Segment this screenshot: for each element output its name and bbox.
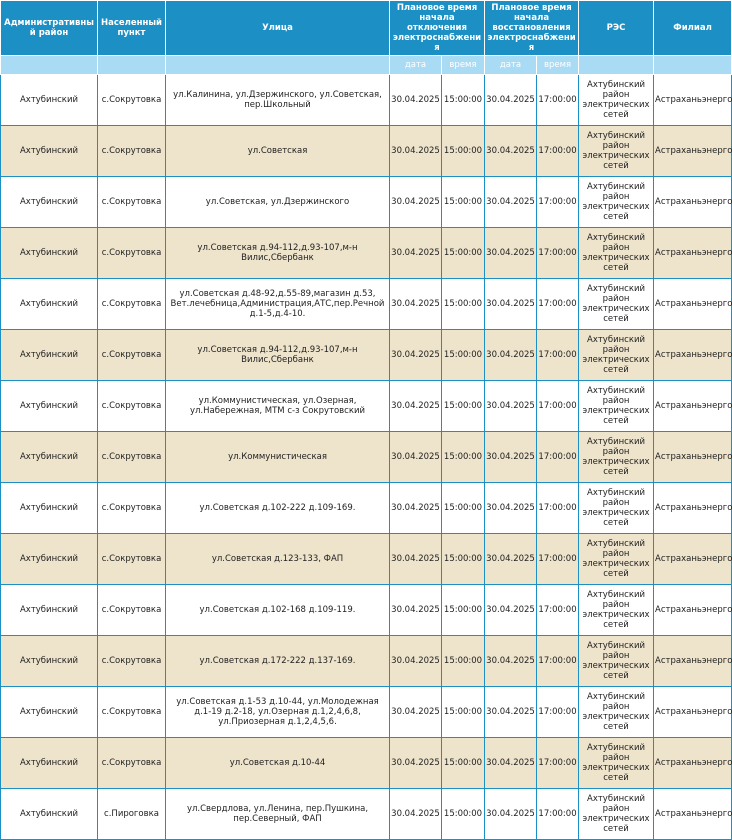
cell-on-date: 30.04.2025 [485, 75, 537, 126]
cell-on-time: 17:00:00 [537, 636, 579, 687]
table-header [1, 1, 732, 75]
cell-on-time: 17:00:00 [537, 279, 579, 330]
cell-locality: с.Сокрутовка [98, 381, 166, 432]
cell-branch: Астраханьэнерго [654, 636, 732, 687]
cell-locality: с.Сокрутовка [98, 228, 166, 279]
table-row [1, 483, 732, 534]
cell-off-time: 15:00:00 [442, 534, 485, 585]
cell-res: Ахтубинский район электрических сетей [579, 330, 654, 381]
cell-on-time: 17:00:00 [537, 177, 579, 228]
cell-district: Ахтубинский [1, 534, 98, 585]
cell-branch: Астраханьэнерго [654, 228, 732, 279]
cell-street: ул.Свердлова, ул.Ленина, пер.Пушкина, пер.Северный, ФАП [166, 789, 390, 840]
cell-district: Ахтубинский [1, 177, 98, 228]
cell-res: Ахтубинский район электрических сетей [579, 483, 654, 534]
header-outage-start: Плановое время начала отключения электроснабжения [390, 1, 485, 56]
cell-branch: Астраханьэнерго [654, 483, 732, 534]
cell-on-date: 30.04.2025 [485, 738, 537, 789]
cell-off-time: 15:00:00 [442, 483, 485, 534]
cell-district: Ахтубинский [1, 789, 98, 840]
cell-street: ул.Советская д.48-92,д.55-89,магазин д.53, Вет.лечебница,Администрация,АТС,пер.Речной д.1-5,д.4-10. [166, 279, 390, 330]
cell-on-time: 17:00:00 [537, 585, 579, 636]
cell-on-time: 17:00:00 [537, 75, 579, 126]
cell-off-time: 15:00:00 [442, 279, 485, 330]
cell-res: Ахтубинский район электрических сетей [579, 432, 654, 483]
cell-on-time: 17:00:00 [537, 228, 579, 279]
cell-on-date: 30.04.2025 [485, 279, 537, 330]
cell-street: ул.Коммунистическая, ул.Озерная, ул.Набережная, МТМ с-з Сокрутовский [166, 381, 390, 432]
cell-district: Ахтубинский [1, 585, 98, 636]
subheader-empty [579, 56, 654, 75]
subheader-empty [98, 56, 166, 75]
cell-district: Ахтубинский [1, 432, 98, 483]
cell-on-date: 30.04.2025 [485, 330, 537, 381]
cell-on-date: 30.04.2025 [485, 432, 537, 483]
cell-off-date: 30.04.2025 [390, 177, 442, 228]
cell-district: Ахтубинский [1, 687, 98, 738]
cell-on-date: 30.04.2025 [485, 636, 537, 687]
cell-locality: с.Сокрутовка [98, 483, 166, 534]
header-restore-start: Плановое время начала восстановления электроснабжения [485, 1, 579, 56]
cell-street: ул.Советская д.123-133, ФАП [166, 534, 390, 585]
table-row [1, 381, 732, 432]
cell-street: ул.Советская [166, 126, 390, 177]
cell-district: Ахтубинский [1, 75, 98, 126]
cell-off-time: 15:00:00 [442, 381, 485, 432]
cell-on-time: 17:00:00 [537, 534, 579, 585]
cell-locality: с.Пироговка [98, 789, 166, 840]
cell-branch: Астраханьэнерго [654, 75, 732, 126]
cell-res: Ахтубинский район электрических сетей [579, 177, 654, 228]
cell-off-date: 30.04.2025 [390, 585, 442, 636]
cell-locality: с.Сокрутовка [98, 330, 166, 381]
cell-res: Ахтубинский район электрических сетей [579, 636, 654, 687]
cell-off-time: 15:00:00 [442, 228, 485, 279]
cell-off-date: 30.04.2025 [390, 279, 442, 330]
cell-on-time: 17:00:00 [537, 687, 579, 738]
cell-on-time: 17:00:00 [537, 789, 579, 840]
table-row [1, 330, 732, 381]
cell-branch: Астраханьэнерго [654, 381, 732, 432]
cell-locality: с.Сокрутовка [98, 126, 166, 177]
cell-district: Ахтубинский [1, 483, 98, 534]
cell-off-date: 30.04.2025 [390, 687, 442, 738]
cell-off-date: 30.04.2025 [390, 330, 442, 381]
header-locality: Населенный пункт [98, 1, 166, 56]
cell-district: Ахтубинский [1, 381, 98, 432]
cell-off-time: 15:00:00 [442, 585, 485, 636]
cell-street: ул.Советская д.172-222 д.137-169. [166, 636, 390, 687]
table-row [1, 687, 732, 738]
cell-branch: Астраханьэнерго [654, 330, 732, 381]
cell-res: Ахтубинский район электрических сетей [579, 687, 654, 738]
cell-res: Ахтубинский район электрических сетей [579, 738, 654, 789]
cell-res: Ахтубинский район электрических сетей [579, 789, 654, 840]
subheader-on-date: дата [485, 56, 537, 75]
cell-district: Ахтубинский [1, 636, 98, 687]
cell-off-date: 30.04.2025 [390, 483, 442, 534]
cell-district: Ахтубинский [1, 330, 98, 381]
cell-locality: с.Сокрутовка [98, 585, 166, 636]
cell-off-date: 30.04.2025 [390, 126, 442, 177]
cell-branch: Астраханьэнерго [654, 738, 732, 789]
cell-off-time: 15:00:00 [442, 75, 485, 126]
cell-street: ул.Советская д.94-112,д.93-107,м-н Вилис,Сбербанк [166, 330, 390, 381]
cell-off-date: 30.04.2025 [390, 738, 442, 789]
cell-on-date: 30.04.2025 [485, 483, 537, 534]
cell-locality: с.Сокрутовка [98, 279, 166, 330]
cell-on-date: 30.04.2025 [485, 687, 537, 738]
cell-locality: с.Сокрутовка [98, 738, 166, 789]
table-row [1, 177, 732, 228]
cell-branch: Астраханьэнерго [654, 432, 732, 483]
header-branch: Филиал [654, 1, 732, 56]
table-row [1, 228, 732, 279]
cell-on-time: 17:00:00 [537, 738, 579, 789]
cell-off-date: 30.04.2025 [390, 228, 442, 279]
cell-street: ул.Советская, ул.Дзержинского [166, 177, 390, 228]
cell-branch: Астраханьэнерго [654, 279, 732, 330]
cell-locality: с.Сокрутовка [98, 636, 166, 687]
cell-on-date: 30.04.2025 [485, 126, 537, 177]
table-row [1, 534, 732, 585]
cell-street: ул.Коммунистическая [166, 432, 390, 483]
cell-branch: Астраханьэнерго [654, 687, 732, 738]
cell-branch: Астраханьэнерго [654, 585, 732, 636]
cell-off-time: 15:00:00 [442, 636, 485, 687]
table-row [1, 789, 732, 840]
cell-on-date: 30.04.2025 [485, 534, 537, 585]
header-district: Административный район [1, 1, 98, 56]
cell-on-time: 17:00:00 [537, 432, 579, 483]
cell-on-date: 30.04.2025 [485, 177, 537, 228]
subheader-on-time: время [537, 56, 579, 75]
header-res: РЭС [579, 1, 654, 56]
cell-off-date: 30.04.2025 [390, 636, 442, 687]
cell-res: Ахтубинский район электрических сетей [579, 75, 654, 126]
cell-on-time: 17:00:00 [537, 330, 579, 381]
cell-off-time: 15:00:00 [442, 177, 485, 228]
table-row [1, 75, 732, 126]
cell-off-time: 15:00:00 [442, 330, 485, 381]
cell-off-time: 15:00:00 [442, 687, 485, 738]
cell-on-date: 30.04.2025 [485, 381, 537, 432]
cell-locality: с.Сокрутовка [98, 687, 166, 738]
subheader-empty [166, 56, 390, 75]
cell-off-date: 30.04.2025 [390, 789, 442, 840]
table-row [1, 585, 732, 636]
cell-street: ул.Советская д.1-53 д.10-44, ул.Молодежная д.1-19 д.2-18, ул.Озерная д.1,2,4,6,8, ул.Приозерная д.1,2,4,5,6. [166, 687, 390, 738]
cell-off-time: 15:00:00 [442, 432, 485, 483]
subheader-empty [654, 56, 732, 75]
subheader-off-time: время [442, 56, 485, 75]
cell-off-time: 15:00:00 [442, 789, 485, 840]
cell-on-time: 17:00:00 [537, 483, 579, 534]
cell-off-date: 30.04.2025 [390, 75, 442, 126]
cell-off-date: 30.04.2025 [390, 534, 442, 585]
cell-branch: Астраханьэнерго [654, 789, 732, 840]
table-body [1, 75, 732, 840]
table-row [1, 738, 732, 789]
cell-branch: Астраханьэнерго [654, 177, 732, 228]
cell-off-time: 15:00:00 [442, 738, 485, 789]
cell-locality: с.Сокрутовка [98, 534, 166, 585]
cell-branch: Астраханьэнерго [654, 534, 732, 585]
cell-res: Ахтубинский район электрических сетей [579, 534, 654, 585]
cell-street: ул.Калинина, ул.Дзержинского, ул.Советская, пер.Школьный [166, 75, 390, 126]
cell-off-time: 15:00:00 [442, 126, 485, 177]
cell-locality: с.Сокрутовка [98, 432, 166, 483]
cell-locality: с.Сокрутовка [98, 177, 166, 228]
cell-street: ул.Советская д.102-222 д.109-169. [166, 483, 390, 534]
cell-res: Ахтубинский район электрических сетей [579, 279, 654, 330]
cell-street: ул.Советская д.10-44 [166, 738, 390, 789]
cell-on-date: 30.04.2025 [485, 789, 537, 840]
cell-district: Ахтубинский [1, 279, 98, 330]
subheader-off-date: дата [390, 56, 442, 75]
cell-on-time: 17:00:00 [537, 126, 579, 177]
cell-res: Ахтубинский район электрических сетей [579, 381, 654, 432]
cell-on-date: 30.04.2025 [485, 228, 537, 279]
table-row [1, 636, 732, 687]
header-street: Улица [166, 1, 390, 56]
cell-on-date: 30.04.2025 [485, 585, 537, 636]
cell-off-date: 30.04.2025 [390, 432, 442, 483]
cell-street: ул.Советская д.102-168 д.109-119. [166, 585, 390, 636]
cell-on-time: 17:00:00 [537, 381, 579, 432]
table-row [1, 432, 732, 483]
table-row [1, 126, 732, 177]
cell-district: Ахтубинский [1, 228, 98, 279]
subheader-empty [1, 56, 98, 75]
cell-locality: с.Сокрутовка [98, 75, 166, 126]
cell-branch: Астраханьэнерго [654, 126, 732, 177]
table-row [1, 279, 732, 330]
cell-res: Ахтубинский район электрических сетей [579, 228, 654, 279]
cell-district: Ахтубинский [1, 126, 98, 177]
cell-street: ул.Советская д.94-112,д.93-107,м-н Вилис,Сбербанк [166, 228, 390, 279]
cell-res: Ахтубинский район электрических сетей [579, 585, 654, 636]
cell-res: Ахтубинский район электрических сетей [579, 126, 654, 177]
cell-district: Ахтубинский [1, 738, 98, 789]
cell-off-date: 30.04.2025 [390, 381, 442, 432]
